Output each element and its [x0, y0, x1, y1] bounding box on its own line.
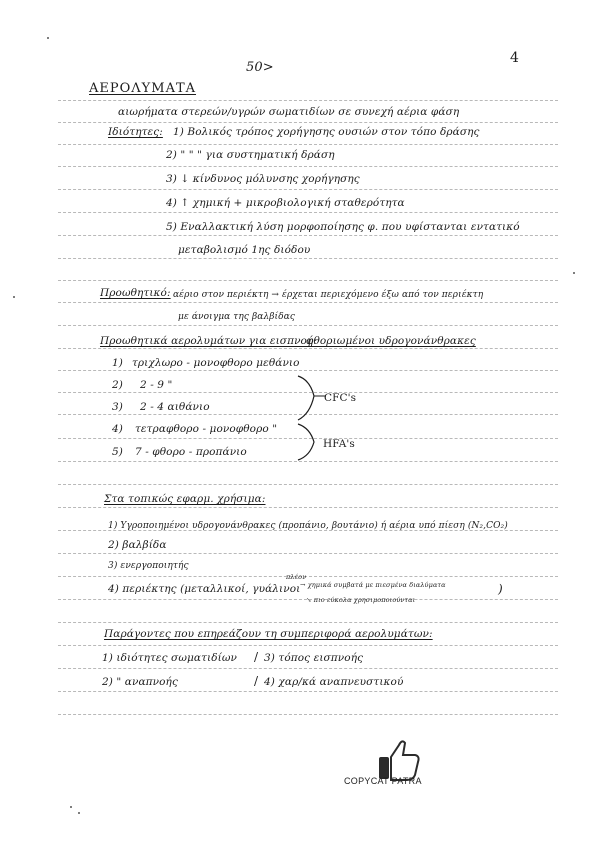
propellant-label: Προωθητικό:	[100, 287, 171, 299]
ruled-line	[58, 507, 558, 508]
thumbs-up-icon	[355, 735, 445, 795]
propellant-list-num: 5)	[112, 446, 123, 458]
cfc-group-label: CFC's	[324, 392, 357, 404]
ruled-line	[58, 553, 558, 554]
property-item: 1) Βολικός τρόπος χορήγησης ουσιών στον τόπο δράσης	[173, 126, 480, 138]
propellant-list-num: 2)	[112, 379, 123, 391]
scan-speck	[70, 806, 72, 808]
factor-item: 3) τόπος εισπνοής	[264, 652, 364, 664]
ruled-line	[58, 280, 558, 281]
page-title: ΑΕΡΟΛΥΜΑΤΑ	[89, 81, 197, 96]
property-item: 2) " " " για συστηματική δράση	[166, 149, 335, 161]
factors-label: Παράγοντες που επηρεάζουν τη συμπεριφορά αερολυμάτων:	[104, 628, 433, 640]
property-item: μεταβολισμό 1ης διόδου	[178, 244, 311, 256]
ruled-line	[58, 302, 558, 303]
closing-paren: )	[498, 582, 503, 596]
factor-item: 4) χαρ/κά αναπνευστικού	[264, 676, 404, 688]
factor-item: 1) ιδιότητες σωματιδίων	[102, 652, 238, 664]
ruled-line	[58, 144, 558, 145]
ruled-line	[58, 189, 558, 190]
propellant-list-text: τριχλωρο - μονοφθορο μεθάνιο	[132, 357, 300, 369]
page-number: 4	[510, 50, 520, 66]
ruled-line	[58, 576, 558, 577]
ruled-line	[58, 325, 558, 326]
ruled-line	[58, 166, 558, 167]
propellant-types-value: φθοριωμένοι υδρογονάνθρακες	[306, 335, 476, 347]
propellant-types-label: Προωθητικά αερολυμάτων για εισπνοή:	[100, 335, 318, 347]
container-annotation: → χημικά συμβατά με πιεσμένα διαλύματα	[300, 581, 446, 589]
ruled-line	[58, 100, 558, 101]
ruled-line	[58, 622, 558, 623]
propellant-line: με άνοιγμα της βαλβίδας	[178, 312, 296, 322]
ruled-line	[58, 370, 558, 371]
ruled-line	[58, 484, 558, 485]
ruled-line	[58, 668, 558, 669]
propellant-list-text: 7 - φθορο - προπάνιο	[135, 446, 247, 458]
propellant-list-text: 2 - 4 αιθάνιο	[140, 401, 210, 413]
ruled-line	[58, 348, 558, 349]
ruled-line	[58, 122, 558, 123]
logo-text: COPYCAT PATRA	[344, 776, 422, 786]
ruled-line	[58, 258, 558, 259]
course-code: 50>	[246, 60, 274, 75]
property-item: 5) Εναλλακτική λύση μορφοποίησης φ. που υφίστανται εντατικό	[166, 221, 520, 233]
property-item: 4) ↑ χημική + μικροβιολογική σταθερότητα	[166, 197, 405, 209]
component-item: 2) βαλβίδα	[108, 539, 167, 551]
components-label: Στα τοπικώς εφαρμ. χρήσιμα:	[104, 493, 266, 505]
property-item: 3) ↓ κίνδυνος μόλυνσης χορήγησης	[166, 173, 360, 185]
factor-item: 2) " αναπνοής	[102, 676, 178, 688]
ruled-line	[58, 714, 558, 715]
ruled-line	[58, 235, 558, 236]
component-item: 4) περιέκτης (μεταλλικοί, γυάλινοι	[108, 583, 301, 595]
propellant-list-num: 1)	[112, 357, 123, 369]
propellant-line: αέριο στον περιέκτη → έρχεται περιεχόμενο έξω από τον περιέκτη	[173, 290, 484, 300]
factor-separator: /	[254, 674, 259, 688]
container-annotation: ↘ πιο εύκολα χρησιμοποιούνται	[306, 596, 416, 604]
container-annotation: πλέον	[286, 573, 307, 581]
definition-text: αιωρήματα στερεών/υγρών σωματιδίων σε συνεχή αέρια φάση	[118, 106, 460, 118]
scan-speck	[13, 296, 15, 298]
ruled-line	[58, 212, 558, 213]
propellant-list-num: 4)	[112, 423, 123, 435]
component-item: 3) ενεργοποιητής	[108, 561, 189, 571]
hfa-group-label: HFA's	[323, 438, 355, 450]
component-item: 1) Υγροποιημένοι υδρογονάνθρακες (προπάνιο, βουτάνιο) ή αέρια υπό πίεση (N₂,CO₂)	[108, 521, 508, 531]
properties-label: Ιδιότητες:	[108, 126, 163, 138]
propellant-list-text: τετραφθορο - μονοφθορο "	[135, 423, 278, 435]
ruled-line	[58, 645, 558, 646]
propellant-list-text: 2 - 9 "	[140, 379, 173, 391]
scan-speck	[78, 812, 80, 814]
scan-speck	[47, 37, 49, 39]
factor-separator: /	[254, 650, 259, 664]
propellant-list-num: 3)	[112, 401, 123, 413]
ruled-line	[58, 691, 558, 692]
scan-speck	[573, 272, 575, 274]
